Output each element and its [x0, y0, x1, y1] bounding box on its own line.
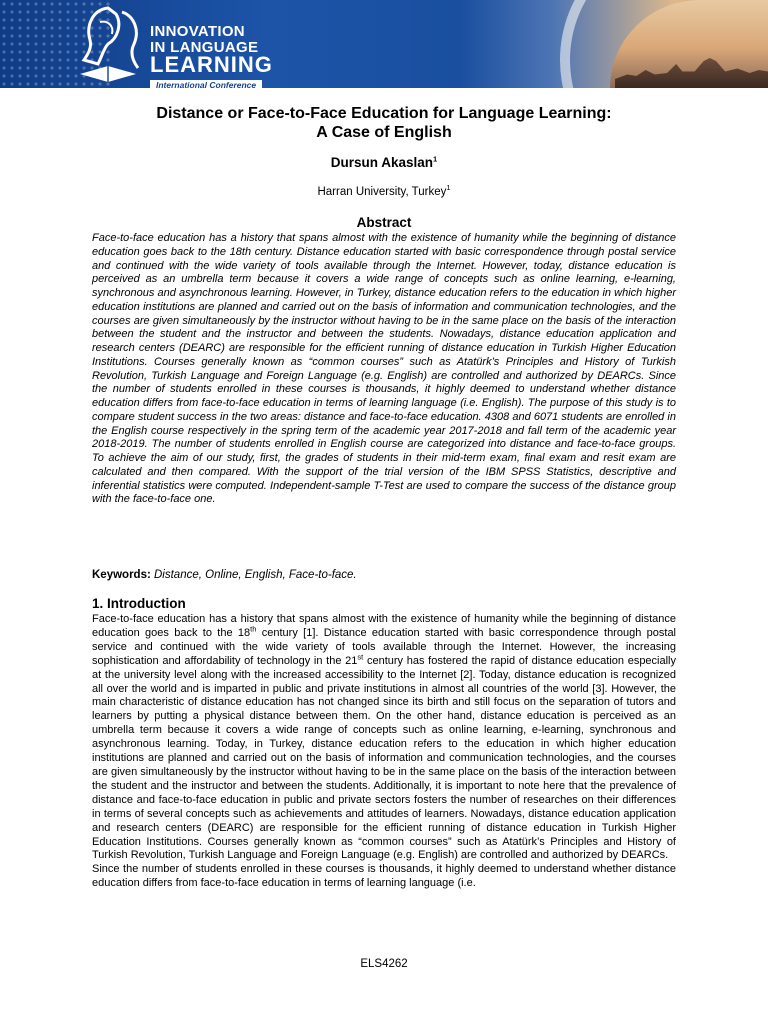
keywords	[92, 569, 357, 581]
intro-part-2: century [1]. Distance education started with basic correspondence through postal service and continued with the wide variety of tools available through the Internet. However, the increasing sophistication and affordability of technology in the 21	[92, 626, 676, 667]
author-sup: 1	[433, 154, 438, 164]
logo-line-4: International Conference	[150, 80, 262, 88]
affiliation	[0, 183, 768, 198]
intro-part-1: Face-to-face education has a history that spans almost with the existence of humanity while the beginning of distance education goes back to the 18	[92, 613, 676, 639]
banner-swoosh	[523, 0, 768, 88]
page-footer-code: ELS4262	[360, 958, 408, 970]
author-name: Dursun Akaslan	[330, 155, 434, 170]
intro-sup-st: st	[357, 652, 364, 662]
intro-part-3: century has fostered the rapid of distance education especially at the university level along with the increased accessibility to the Internet [2]. Today, distance education is recognized all over the world and is imparted in public and private institutions in almost all countries of the world [3]. However, the main characteristic of distance education has not changed since its birth and still focus on the separation of tutors and learners by putting a physical distance between them. On the other hand, distance education is perceived as an umbrella term because it covers a wide range of concepts such as online learning, e-learning, synchronous and asynchronous learning. Today, in Turkey, distance education refers to the education in which higher education institutions are planned and carried out on the basis of information and communication technologies, and the courses are given simultaneously by the instructor without having to be in the same place on the basis of the interaction between the student and the instructor and between the students. Additionally, it is important to note here that the prevalence of distance and face-to-face education in public and private sectors fosters the number of researches on their differences in terms of several concepts such as achievements and attitudes of learners. Nowadays, distance education application and research centers (DEARC) are responsible for the efficient running of distance education in Turkish Higher Education Institutions. Courses generally known as “common courses” such as Atatürk’s Principles and History of Turkish Revolution, Turkish Language and Foreign Language (e.g. English) are controlled and authorized by DEARCs.	[92, 654, 677, 862]
conference-logo-icon	[78, 4, 150, 84]
paper-title	[60, 104, 708, 142]
conference-banner	[0, 0, 768, 88]
logo-line-2: IN LANGUAGE	[150, 39, 259, 56]
introduction-text	[92, 613, 676, 891]
logo-line-3: LEARNING	[150, 52, 273, 77]
keywords-value: Distance, Online, English, Face-to-face.	[154, 569, 357, 581]
affiliation-sup: 1	[446, 183, 451, 193]
author	[0, 155, 768, 170]
affiliation-name: Harran University, Turkey	[317, 186, 447, 198]
conference-logo-text	[150, 24, 273, 88]
abstract-heading: Abstract	[356, 215, 412, 230]
title-line-2: A Case of English	[316, 124, 452, 141]
introduction-heading: 1. Introduction	[92, 596, 186, 611]
logo-line-1: INNOVATION	[150, 23, 245, 40]
keywords-label: Keywords:	[92, 569, 151, 581]
intro-sup-th: th	[250, 624, 257, 634]
abstract-text: Face-to-face education has a history that spans almost with the existence of humanity while the beginning of distance education goes back to the 18th century. Distance education started with basic correspondence through postal service and continued with the wide variety of tools available through the Internet. However, today, distance education is perceived as an umbrella term because it covers a wide range of concepts such as online learning, e-learning, synchronous and asynchronous learning. However, in Turkey, distance education refers to the education in which higher education institutions are planned and carried out on the basis of information and communication technologies, and the courses are given simultaneously by the instructor without having to be in the same place on the basis of the interaction between the student and the instructor and between the students. Nowadays, distance education application and research centers (DEARC) are responsible for the efficient running of distance education in Turkish Higher Education Institutions. Courses generally known as “common courses” such as Atatürk’s Principles and History of Turkish Revolution, Turkish Language and Foreign Language (e.g. English) are controlled and authorized by DEARCs. Since the number of students enrolled in these courses is thousands, it highly deemed to understand whether distance education differs from face-to-face education in terms of learning language (i.e. English). The purpose of this study is to compare student success in the two areas: distance and face-to-face education. 4308 and 6071 students are enrolled in the English course respectively in the spring term of the academic year 2017-2018 and fall term of the academic year 2018-2019. The number of students enrolled in English course are categorized into distance and face-to-face groups. To achieve the aim of our study, first, the grades of students in their mid-term exam, final exam and resit exam are calculated and then compared. With the support of the trial version of the IBM SPSS Statistics, descriptive and inferential statistics were computed. Independent-sample T-Test are used to compare the success of the distance group with the face-to-face one.	[92, 232, 676, 506]
intro-part-4: Since the number of students enrolled in these courses is thousands, it highly deemed to understand whether distance education differs from face-to-face education in terms of learning language (i.e.	[92, 863, 676, 890]
title-line-1: Distance or Face-to-Face Education for Language Learning:	[156, 105, 612, 122]
